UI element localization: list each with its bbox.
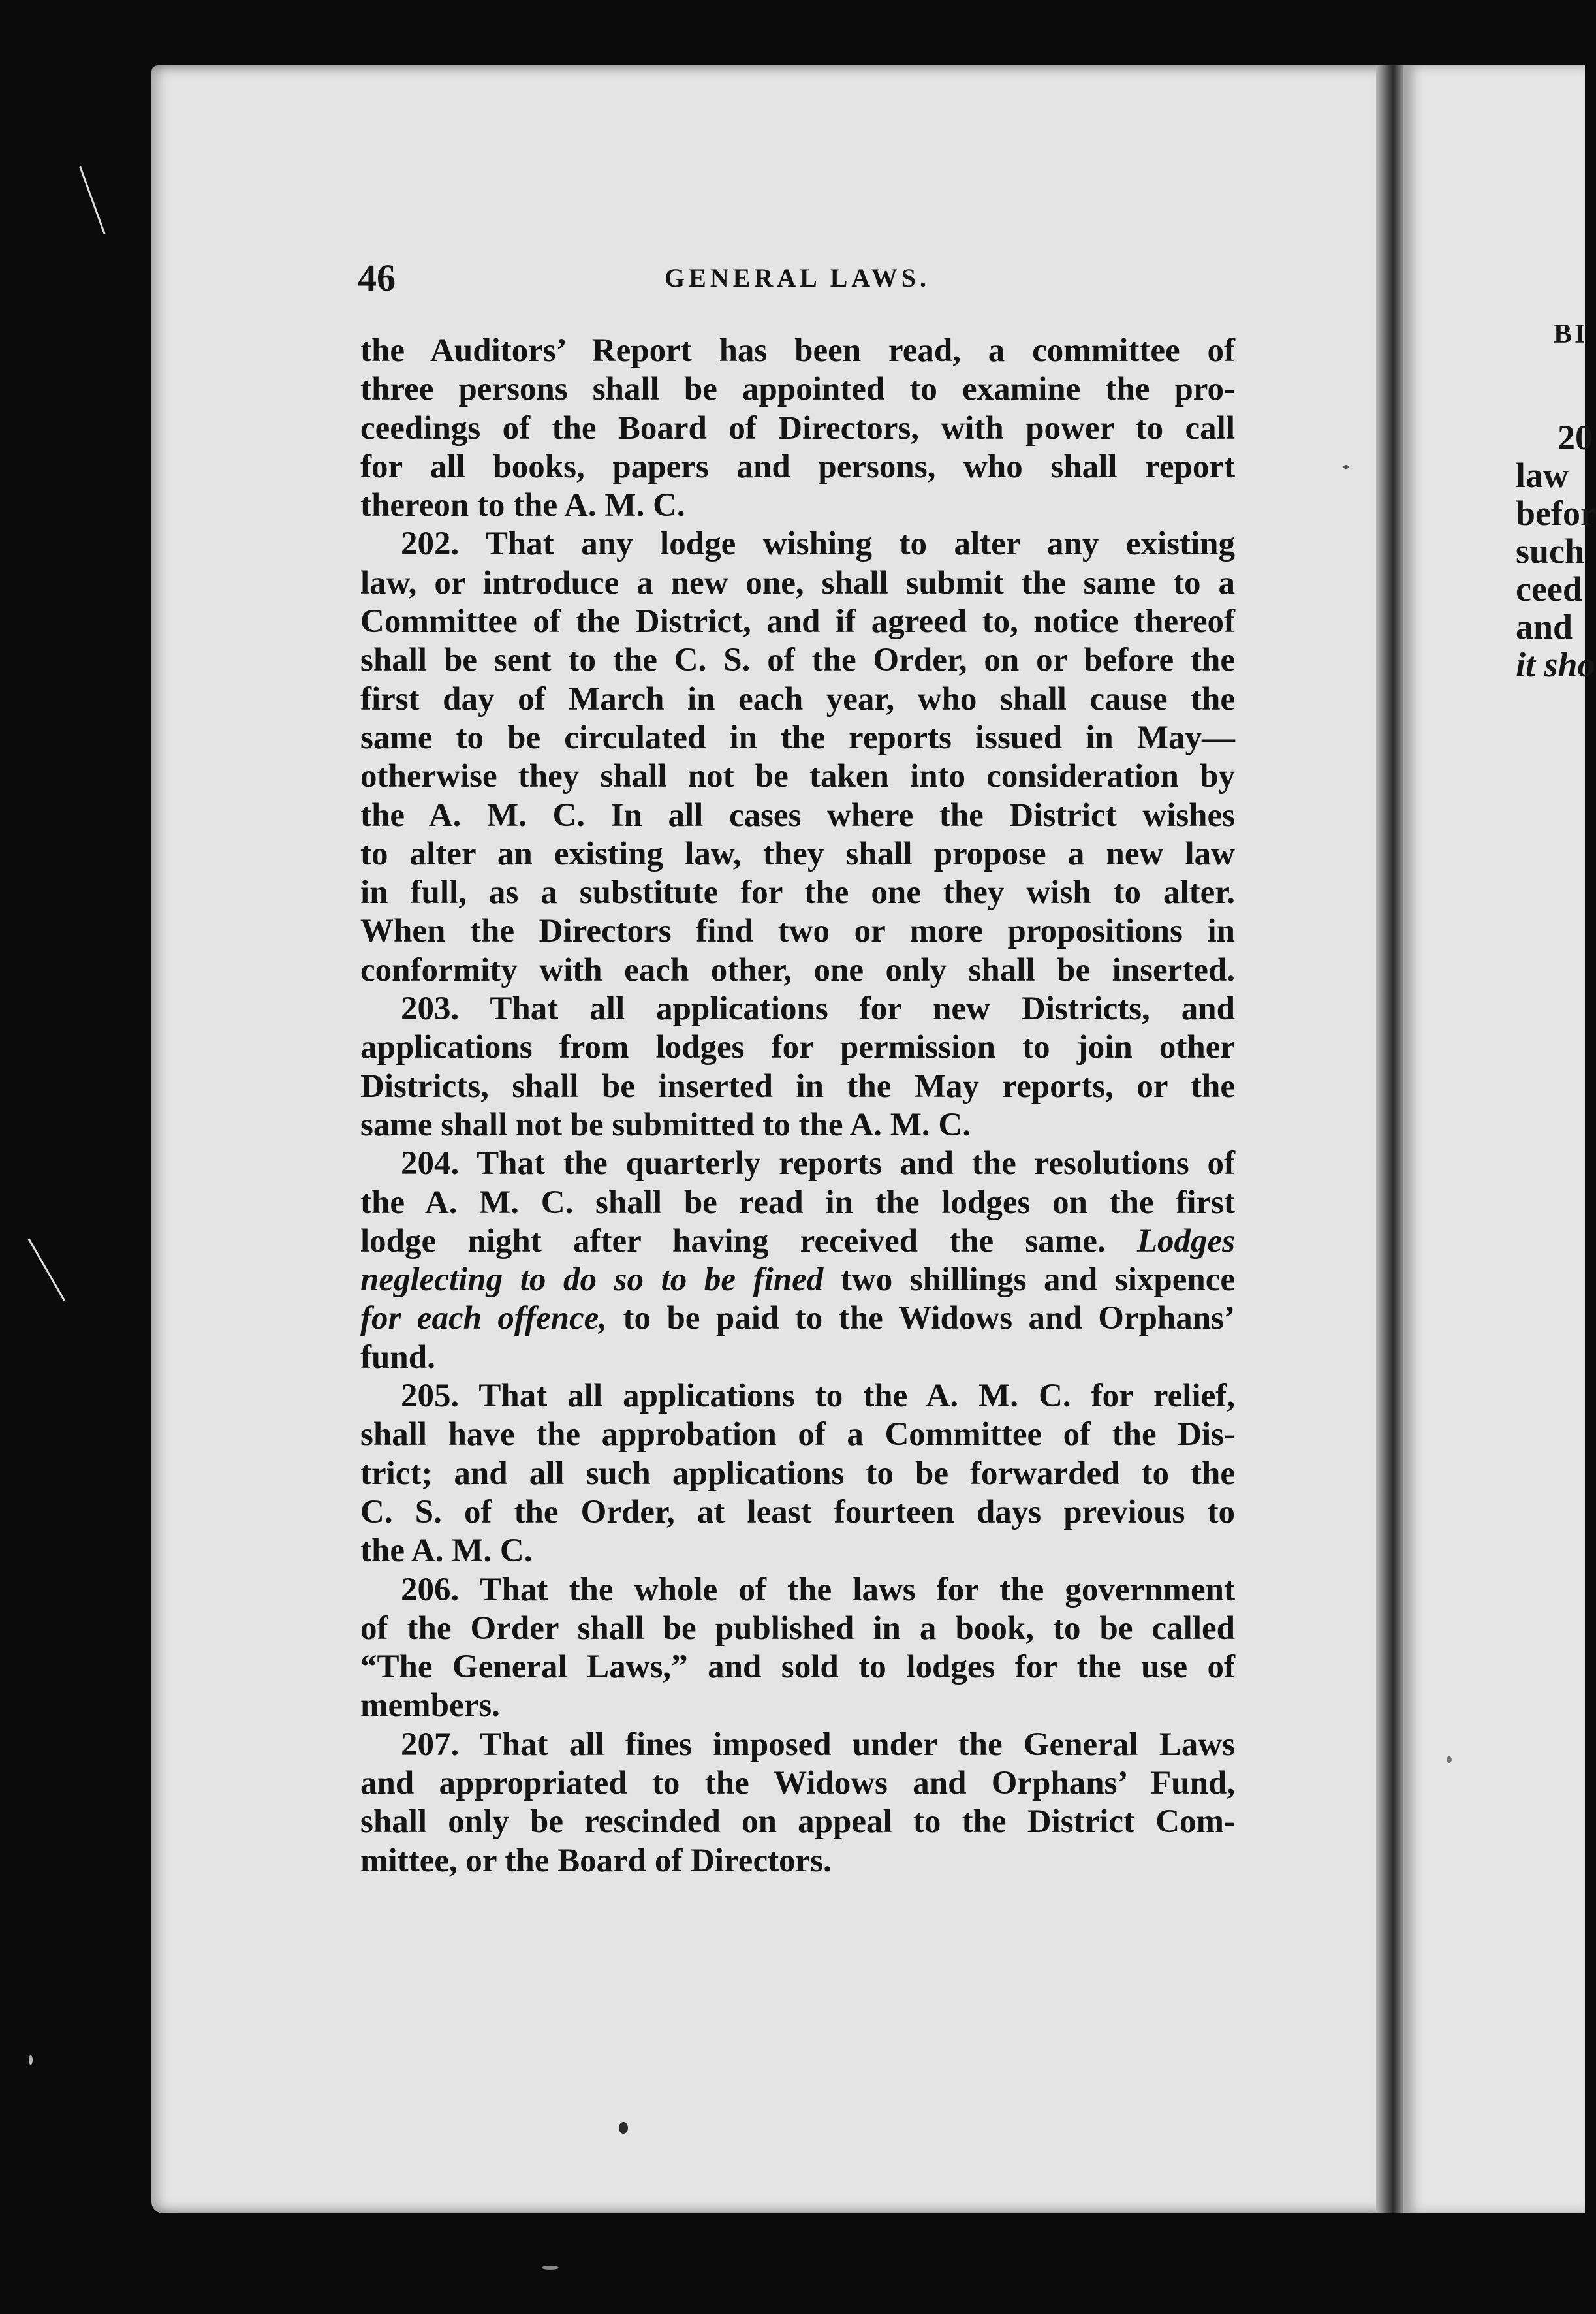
text-line xyxy=(360,1455,1235,1493)
line-text: thereon to the A. M. C. xyxy=(360,487,685,524)
right-page-line: 20 xyxy=(1557,418,1593,457)
right-page-line: and xyxy=(1516,607,1573,646)
right-page-line: befor xyxy=(1516,494,1596,533)
line-text: for all books, papers and persons, who shall report xyxy=(360,448,1235,485)
line-text: mittee, or the Board of Directors. xyxy=(360,1842,832,1879)
line-text: Committee of the District, and if agreed to, notice thereof xyxy=(360,603,1235,641)
line-text: two shillings and sixpence xyxy=(823,1261,1236,1299)
line-text: three persons shall be appointed to examine the pro- xyxy=(360,371,1235,408)
text-line xyxy=(360,1299,1235,1338)
text-line xyxy=(360,1609,1235,1648)
line-text: 205. That all applications to the A. M. C. for relief, xyxy=(401,1378,1235,1415)
scan-speck xyxy=(619,2122,628,2134)
line-text: 203. That all applications for new Districts, and xyxy=(401,991,1235,1028)
line-text: “The General Laws,” and sold to lodges for the use of xyxy=(360,1649,1235,1686)
line-text: shall be sent to the C. S. of the Order, on or before the xyxy=(360,642,1235,679)
italic-phrase: for each offence, xyxy=(360,1300,607,1337)
line-text: the A. M. C. xyxy=(360,1532,533,1570)
text-line xyxy=(360,1145,1235,1183)
line-text: shall only be rescinded on appeal to the District Com- xyxy=(360,1803,1235,1841)
text-line xyxy=(360,951,1235,990)
italic-phrase: neglecting to do so to be fined xyxy=(360,1261,824,1299)
right-page-heading-fragment: BI xyxy=(1554,319,1588,349)
text-line xyxy=(360,1339,1235,1377)
scan-speck xyxy=(1343,465,1349,469)
line-text: ceedings of the Board of Directors, with power to call xyxy=(360,409,1235,447)
line-text: Districts, shall be inserted in the May reports, or the xyxy=(360,1068,1235,1105)
line-text: first day of March in each year, who shall cause the xyxy=(360,680,1235,718)
right-page-line: law xyxy=(1516,456,1569,495)
text-line xyxy=(360,525,1235,563)
text-line xyxy=(360,1842,1235,1880)
text-line xyxy=(360,990,1235,1028)
line-text: the A. M. C. shall be read in the lodges on the first xyxy=(360,1184,1235,1221)
text-line xyxy=(360,1726,1235,1764)
text-line xyxy=(360,603,1235,641)
text-line xyxy=(360,641,1235,680)
running-head: GENERAL LAWS. xyxy=(665,263,930,293)
line-text: otherwise they shall not be taken into consideration by xyxy=(360,758,1235,795)
text-line xyxy=(360,1106,1235,1145)
line-text: of the Order shall be published in a book, to be called xyxy=(360,1609,1235,1647)
line-text: members. xyxy=(360,1687,500,1724)
line-text: to alter an existing law, they shall propose a new law xyxy=(360,835,1235,872)
text-line xyxy=(360,1377,1235,1416)
text-line xyxy=(360,564,1235,603)
right-page xyxy=(1403,65,1596,2213)
text-line xyxy=(360,409,1235,448)
text-line xyxy=(360,1222,1235,1261)
text-line xyxy=(360,874,1235,912)
right-page-line: such xyxy=(1516,531,1585,571)
text-line xyxy=(360,486,1235,525)
text-line xyxy=(360,719,1235,757)
text-line xyxy=(360,1803,1235,1841)
page-number: 46 xyxy=(358,257,396,299)
right-page-text-fragment xyxy=(1516,418,1596,684)
text-line xyxy=(360,835,1235,874)
line-text: and appropriated to the Widows and Orphans’ Fund, xyxy=(360,1764,1235,1801)
line-text: 204. That the quarterly reports and the resolutions of xyxy=(401,1145,1235,1182)
text-line xyxy=(360,1028,1235,1067)
text-line xyxy=(360,1416,1235,1454)
line-text: in full, as a substitute for the one they wish to alter. xyxy=(360,874,1235,911)
text-line xyxy=(360,1764,1235,1803)
line-text: the A. M. C. In all cases where the District wishes xyxy=(360,797,1235,834)
text-line xyxy=(360,1532,1235,1570)
text-line xyxy=(360,1261,1235,1299)
text-line xyxy=(360,797,1235,835)
text-line xyxy=(360,332,1235,370)
line-text: 207. That all fines imposed under the General Laws xyxy=(401,1726,1235,1763)
text-line xyxy=(360,1687,1235,1725)
italic-phrase: Lodges xyxy=(1136,1222,1235,1260)
text-line xyxy=(360,912,1235,951)
line-text: fund. xyxy=(360,1339,435,1376)
scan-speck xyxy=(542,2266,559,2270)
scan-artifact-line xyxy=(79,166,105,234)
text-line xyxy=(360,680,1235,719)
line-text: 206. That the whole of the laws for the government xyxy=(401,1571,1235,1608)
scan-artifact-line xyxy=(28,1239,66,1302)
text-line xyxy=(360,1184,1235,1222)
line-text: to be paid to the Widows and Orphans’ xyxy=(607,1300,1235,1337)
line-text: 202. That any lodge wishing to alter any existing xyxy=(401,526,1235,563)
scan-speck xyxy=(29,2055,33,2065)
line-text: shall have the approbation of a Committee of the Dis- xyxy=(360,1416,1235,1453)
line-text: lodge night after having received the same. xyxy=(360,1222,1106,1260)
line-text: trict; and all such applications to be forwarded to the xyxy=(360,1455,1235,1492)
right-page-line: ceed xyxy=(1516,569,1582,609)
book-gutter xyxy=(1376,65,1405,2213)
text-line xyxy=(360,370,1235,409)
line-text: conformity with each other, one only shall be inserted. xyxy=(360,951,1235,989)
scan-speck xyxy=(1447,1756,1452,1763)
line-text: same shall not be submitted to the A. M. C. xyxy=(360,1106,971,1143)
line-text: applications from lodges for permission to join other xyxy=(360,1029,1235,1066)
text-line xyxy=(360,448,1235,486)
text-line xyxy=(360,1493,1235,1532)
line-text: When the Directors find two or more propositions in xyxy=(360,913,1235,950)
text-line xyxy=(360,1068,1235,1106)
line-text: same to be circulated in the reports issued in May— xyxy=(360,719,1235,756)
law-text-body xyxy=(360,332,1235,1880)
line-text: the Auditors’ Report has been read, a committee of xyxy=(360,332,1235,369)
text-line xyxy=(360,1648,1235,1687)
text-line xyxy=(360,1571,1235,1609)
line-text: C. S. of the Order, at least fourteen days previous to xyxy=(360,1493,1235,1530)
right-page-line: it sho xyxy=(1516,645,1595,684)
text-line xyxy=(360,757,1235,796)
line-text: law, or introduce a new one, shall submit the same to a xyxy=(360,564,1235,601)
